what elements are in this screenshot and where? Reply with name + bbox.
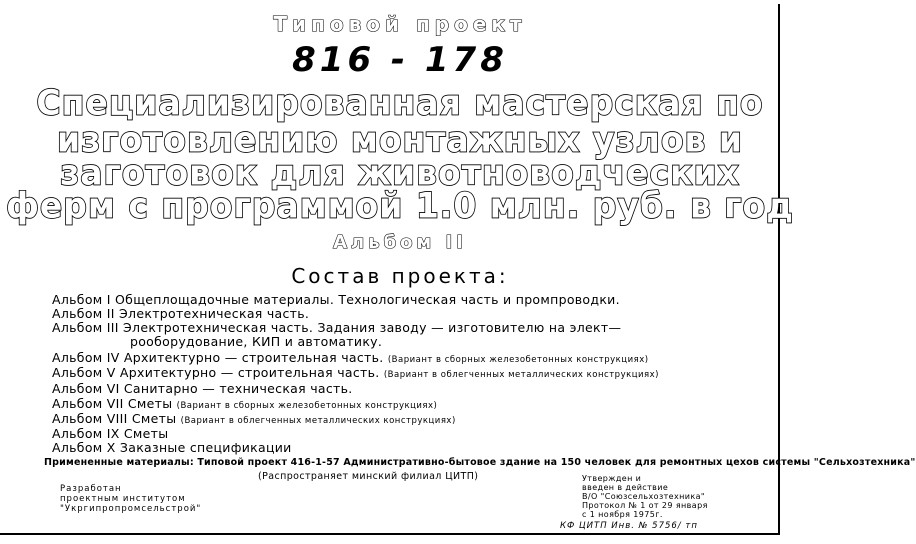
album-note: (Вариант в сборных железобетонных конструкциях) bbox=[387, 355, 649, 365]
developed-by-block bbox=[60, 484, 201, 514]
approval-line: Протокол № 1 от 29 января bbox=[582, 501, 708, 510]
album-label: Альбом II bbox=[333, 232, 467, 253]
album-number: Альбом VIII bbox=[52, 411, 128, 426]
developed-by-line: "Укргипропромсельстрой" bbox=[60, 504, 202, 514]
approval-line: с 1 ноября 1975г. bbox=[582, 510, 663, 519]
title-line-3: заготовок для животноводческих bbox=[60, 152, 740, 193]
album-number: Альбом IV bbox=[52, 350, 120, 365]
album-number: Альбом III bbox=[52, 320, 119, 335]
album-description: Сметы bbox=[127, 396, 173, 411]
developed-by-line: Разработан bbox=[60, 484, 122, 494]
contents-line-3-continued bbox=[130, 335, 382, 349]
title-line-2: изготовлению монтажных узлов и bbox=[56, 119, 744, 160]
title-line-1: Специализированная мастерская по bbox=[36, 82, 764, 123]
title-line-4: ферм с программой 1.0 млн. руб. в год bbox=[6, 185, 794, 226]
contents-line-10 bbox=[52, 441, 292, 455]
project-number: 816 - 178 bbox=[292, 40, 508, 80]
applied-materials: Примененные материалы: Типовой проект 416-1-57 Административно-бытовое здание на 150 человек для ремонтных цехов системы "Сельхозтехника" bbox=[44, 457, 916, 468]
distribution-note: (Распространяет минский филиал ЦИТП) bbox=[258, 471, 479, 482]
contents-line-6 bbox=[52, 382, 353, 396]
album-description: Электротехническая часть. bbox=[119, 306, 310, 321]
contents-line-3 bbox=[52, 321, 621, 335]
approval-line: В/О "Союзсельхозтехника" bbox=[582, 492, 705, 501]
developed-by-line: проектным институтом bbox=[60, 494, 186, 504]
album-description: Архитектурно — строительная часть. bbox=[119, 365, 380, 380]
contents-line-5 bbox=[52, 366, 659, 382]
contents-line-2 bbox=[52, 307, 309, 321]
album-description: Санитарно — техническая часть. bbox=[123, 381, 353, 396]
contents-line-1 bbox=[52, 293, 620, 307]
album-description: Архитектурно — строительная часть. bbox=[123, 350, 384, 365]
album-description: Сметы bbox=[123, 426, 169, 441]
album-note: (Вариант в облегченных металлических конструкциях) bbox=[180, 416, 456, 426]
album-number: Альбом VI bbox=[52, 381, 120, 396]
album-description: Электротехническая часть. Задания заводу — изготовителю на элект— bbox=[123, 320, 622, 335]
album-note: (Вариант в сборных железобетонных конструкциях) bbox=[176, 401, 438, 411]
album-number: Альбом I bbox=[52, 292, 111, 307]
contents-heading: Состав проекта: bbox=[291, 264, 509, 288]
approval-line: Утвержден и bbox=[582, 474, 642, 483]
type-project-label: Типовой проект bbox=[273, 12, 527, 36]
album-number: Альбом X bbox=[52, 440, 116, 455]
album-description: Сметы bbox=[131, 411, 177, 426]
album-description: рооборудование, КИП и автоматику. bbox=[130, 334, 383, 349]
album-number: Альбом II bbox=[52, 306, 115, 321]
album-description: Заказные спецификации bbox=[119, 440, 292, 455]
album-number: Альбом V bbox=[52, 365, 116, 380]
album-number: Альбом IX bbox=[52, 426, 120, 441]
album-number: Альбом VII bbox=[52, 396, 124, 411]
album-description: Общеплощадочные материалы. Технологическая часть и промпроводки. bbox=[115, 292, 620, 307]
contents-line-9 bbox=[52, 427, 168, 441]
frame-bottom-border bbox=[0, 533, 780, 535]
inventory-code: КФ ЦИТП Инв. № 5756/ тп bbox=[560, 521, 698, 531]
approval-block bbox=[582, 474, 708, 519]
album-note: (Вариант в облегченных металлических конструкциях) bbox=[383, 370, 659, 380]
approval-line: введен в действие bbox=[582, 483, 669, 492]
